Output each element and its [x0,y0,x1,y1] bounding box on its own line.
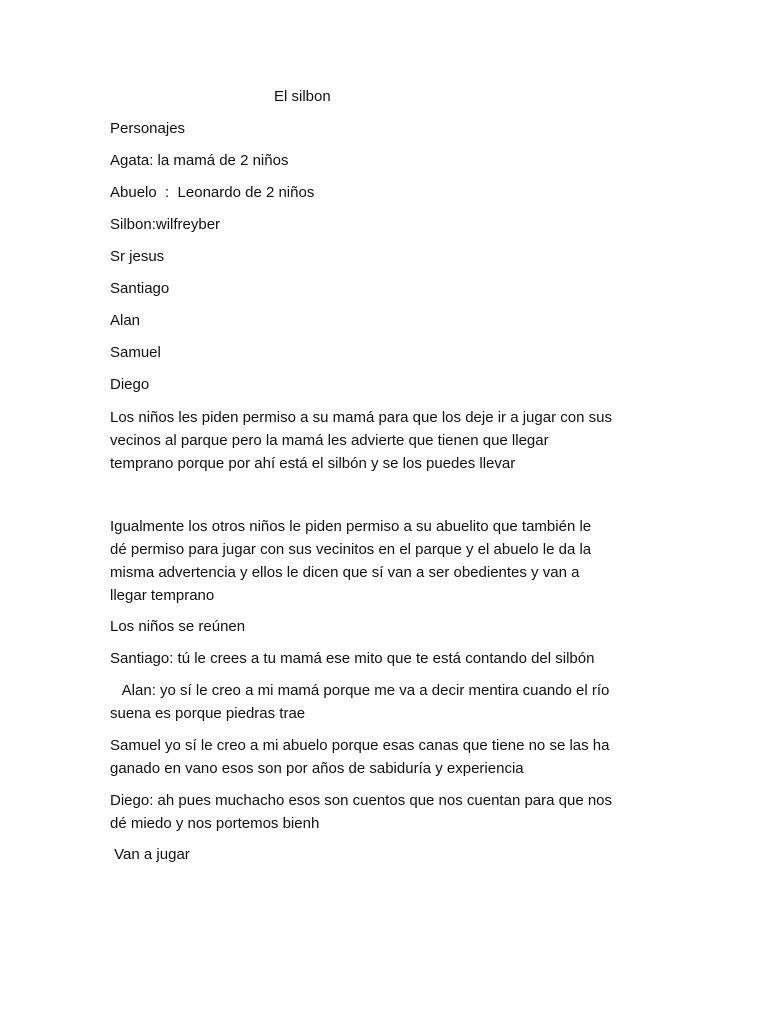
paragraph-line: Los niños les piden permiso a su mamá para que los deje ir a jugar con sus [110,409,612,426]
story-paragraph [110,679,670,725]
paragraph-line: Los niños se reúnen [110,618,246,635]
character-line: Sr jesus [110,248,165,265]
character-line: Silbon:wilfreyber [110,216,221,233]
paragraph-line: dé permiso para jugar con sus vecinitos en el parque y el abuelo le da la [110,541,592,558]
character-line: Alan [110,312,141,329]
character-line: Abuelo : Leonardo de 2 niños [110,184,315,201]
paragraph-line: Santiago: tú le crees a tu mamá ese mito que te está contando del silbón [110,650,595,667]
story-paragraph [110,789,670,835]
document-title: El silbon [274,88,331,105]
paragraph-line: Van a jugar [110,846,190,863]
paragraph-line: Samuel yo sí le creo a mi abuelo porque esas canas que tiene no se las ha [110,737,610,754]
story-paragraph [110,734,670,780]
character-line: Diego [110,376,150,393]
story-paragraph [110,406,670,475]
paragraph-line: llegar temprano [110,587,215,604]
character-line: Samuel [110,344,161,361]
paragraph-line: misma advertencia y ellos le dicen que sí van a ser obedientes y van a [110,564,580,581]
paragraph-line: dé miedo y nos portemos bienh [110,815,320,832]
paragraph-line: Diego: ah pues muchacho esos son cuentos que nos cuentan para que nos [110,792,613,809]
character-line: Agata: la mamá de 2 niños [110,152,289,169]
paragraph-line: suena es porque piedras trae [110,705,306,722]
paragraph-line: vecinos al parque pero la mamá les advierte que tienen que llegar [110,432,549,449]
story-paragraph [110,647,670,670]
paragraph-line: Igualmente los otros niños le piden permiso a su abuelito que también le [110,518,592,535]
story-paragraph [110,615,670,638]
story-paragraph [110,843,670,866]
paragraph-line: Alan: yo sí le creo a mi mamá porque me va a decir mentira cuando el río [110,682,610,699]
paragraph-line: ganado en vano esos son por años de sabiduría y experiencia [110,760,524,777]
paragraph-line: temprano porque por ahí está el silbón y se los puedes llevar [110,455,516,472]
character-line: Santiago [110,280,170,297]
story-paragraph [110,515,670,607]
characters-heading: Personajes [110,120,186,137]
